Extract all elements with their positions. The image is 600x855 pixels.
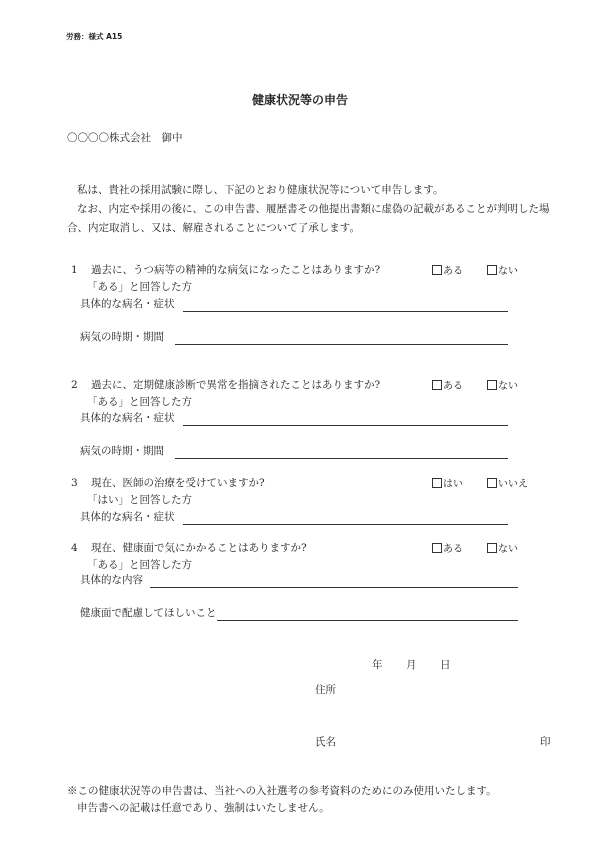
intro-line-1: 私は、貴社の採用試験に際し、下記のとおり健康状況等について申告します。	[77, 184, 444, 196]
option-no[interactable]: ない	[487, 265, 518, 277]
followup-label: 「はい」と回答した方	[87, 494, 192, 506]
field-label: 具体的な病名・症状	[80, 511, 175, 523]
option-yes[interactable]: ある	[432, 543, 463, 555]
date-month: 月	[406, 659, 417, 671]
option-yes[interactable]: はい	[432, 478, 463, 490]
field-underline[interactable]	[183, 425, 508, 426]
followup-label: 「ある」と回答した方	[87, 396, 192, 408]
option-no[interactable]: ない	[487, 380, 518, 392]
field-underline[interactable]	[175, 458, 508, 459]
checkbox-icon[interactable]	[432, 543, 442, 553]
intro-line-2: なお、内定や採用の後に、この申告書、履歴書その他提出書類に虚偽の記載があることが判明した場	[77, 203, 550, 215]
field-label: 具体的な病名・症状	[80, 412, 175, 424]
field-underline[interactable]	[175, 344, 508, 345]
followup-label: 「ある」と回答した方	[87, 281, 192, 293]
checkbox-icon[interactable]	[487, 478, 497, 488]
intro-paragraph	[67, 181, 567, 238]
checkbox-icon[interactable]	[487, 380, 497, 390]
question-text: 現在、健康面で気にかかることはありますか?	[91, 542, 307, 554]
option-yes[interactable]: ある	[432, 380, 463, 392]
footnote	[67, 783, 547, 817]
field-underline[interactable]	[217, 620, 518, 621]
name-label: 氏名	[315, 736, 336, 748]
option-yes[interactable]: ある	[432, 265, 463, 277]
checkbox-icon[interactable]	[432, 478, 442, 488]
field-underline[interactable]	[183, 311, 508, 312]
followup-label: 「ある」と回答した方	[87, 559, 192, 571]
question-number: 2	[71, 379, 78, 391]
intro-line-3: 合、内定取消し、又は、解雇されることについて了承します。	[67, 222, 360, 234]
addressee: 〇〇〇〇株式会社 御中	[67, 132, 183, 144]
question-number: 1	[71, 264, 78, 276]
checkbox-icon[interactable]	[487, 265, 497, 275]
question-text: 過去に、定期健康診断で異常を指摘されたことはありますか?	[91, 379, 381, 391]
checkbox-icon[interactable]	[432, 265, 442, 275]
question-text: 現在、医師の治療を受けていますか?	[91, 477, 265, 489]
question-number: 3	[71, 477, 78, 489]
date-year: 年	[372, 659, 383, 671]
checkbox-icon[interactable]	[487, 543, 497, 553]
field-label: 具体的な病名・症状	[80, 298, 175, 310]
option-no[interactable]: ない	[487, 543, 518, 555]
footnote-line-1: ※この健康状況等の申告書は、当社への入社選考の参考資料のためにのみ使用いたします。	[67, 785, 497, 797]
checkbox-icon[interactable]	[432, 380, 442, 390]
field-underline[interactable]	[150, 587, 518, 588]
field-label: 病気の時期・期間	[80, 445, 164, 457]
question-text: 過去に、うつ病等の精神的な病気になったことはありますか?	[91, 264, 381, 276]
form-code: 労務：様式 A15	[66, 32, 123, 41]
address-label: 住所	[315, 684, 336, 696]
footnote-line-2: 申告書への記載は任意であり、強制はいたしません。	[77, 802, 330, 814]
field-label: 健康面で配慮してほしいこと	[80, 607, 217, 619]
field-underline[interactable]	[183, 524, 508, 525]
field-label: 具体的な内容	[80, 574, 143, 586]
seal-label: 印	[540, 736, 551, 748]
page-title: 健康状況等の申告	[251, 93, 348, 107]
date-day: 日	[440, 659, 451, 671]
option-no[interactable]: いいえ	[487, 478, 528, 490]
question-number: 4	[71, 542, 78, 554]
field-label: 病気の時期・期間	[80, 331, 164, 343]
